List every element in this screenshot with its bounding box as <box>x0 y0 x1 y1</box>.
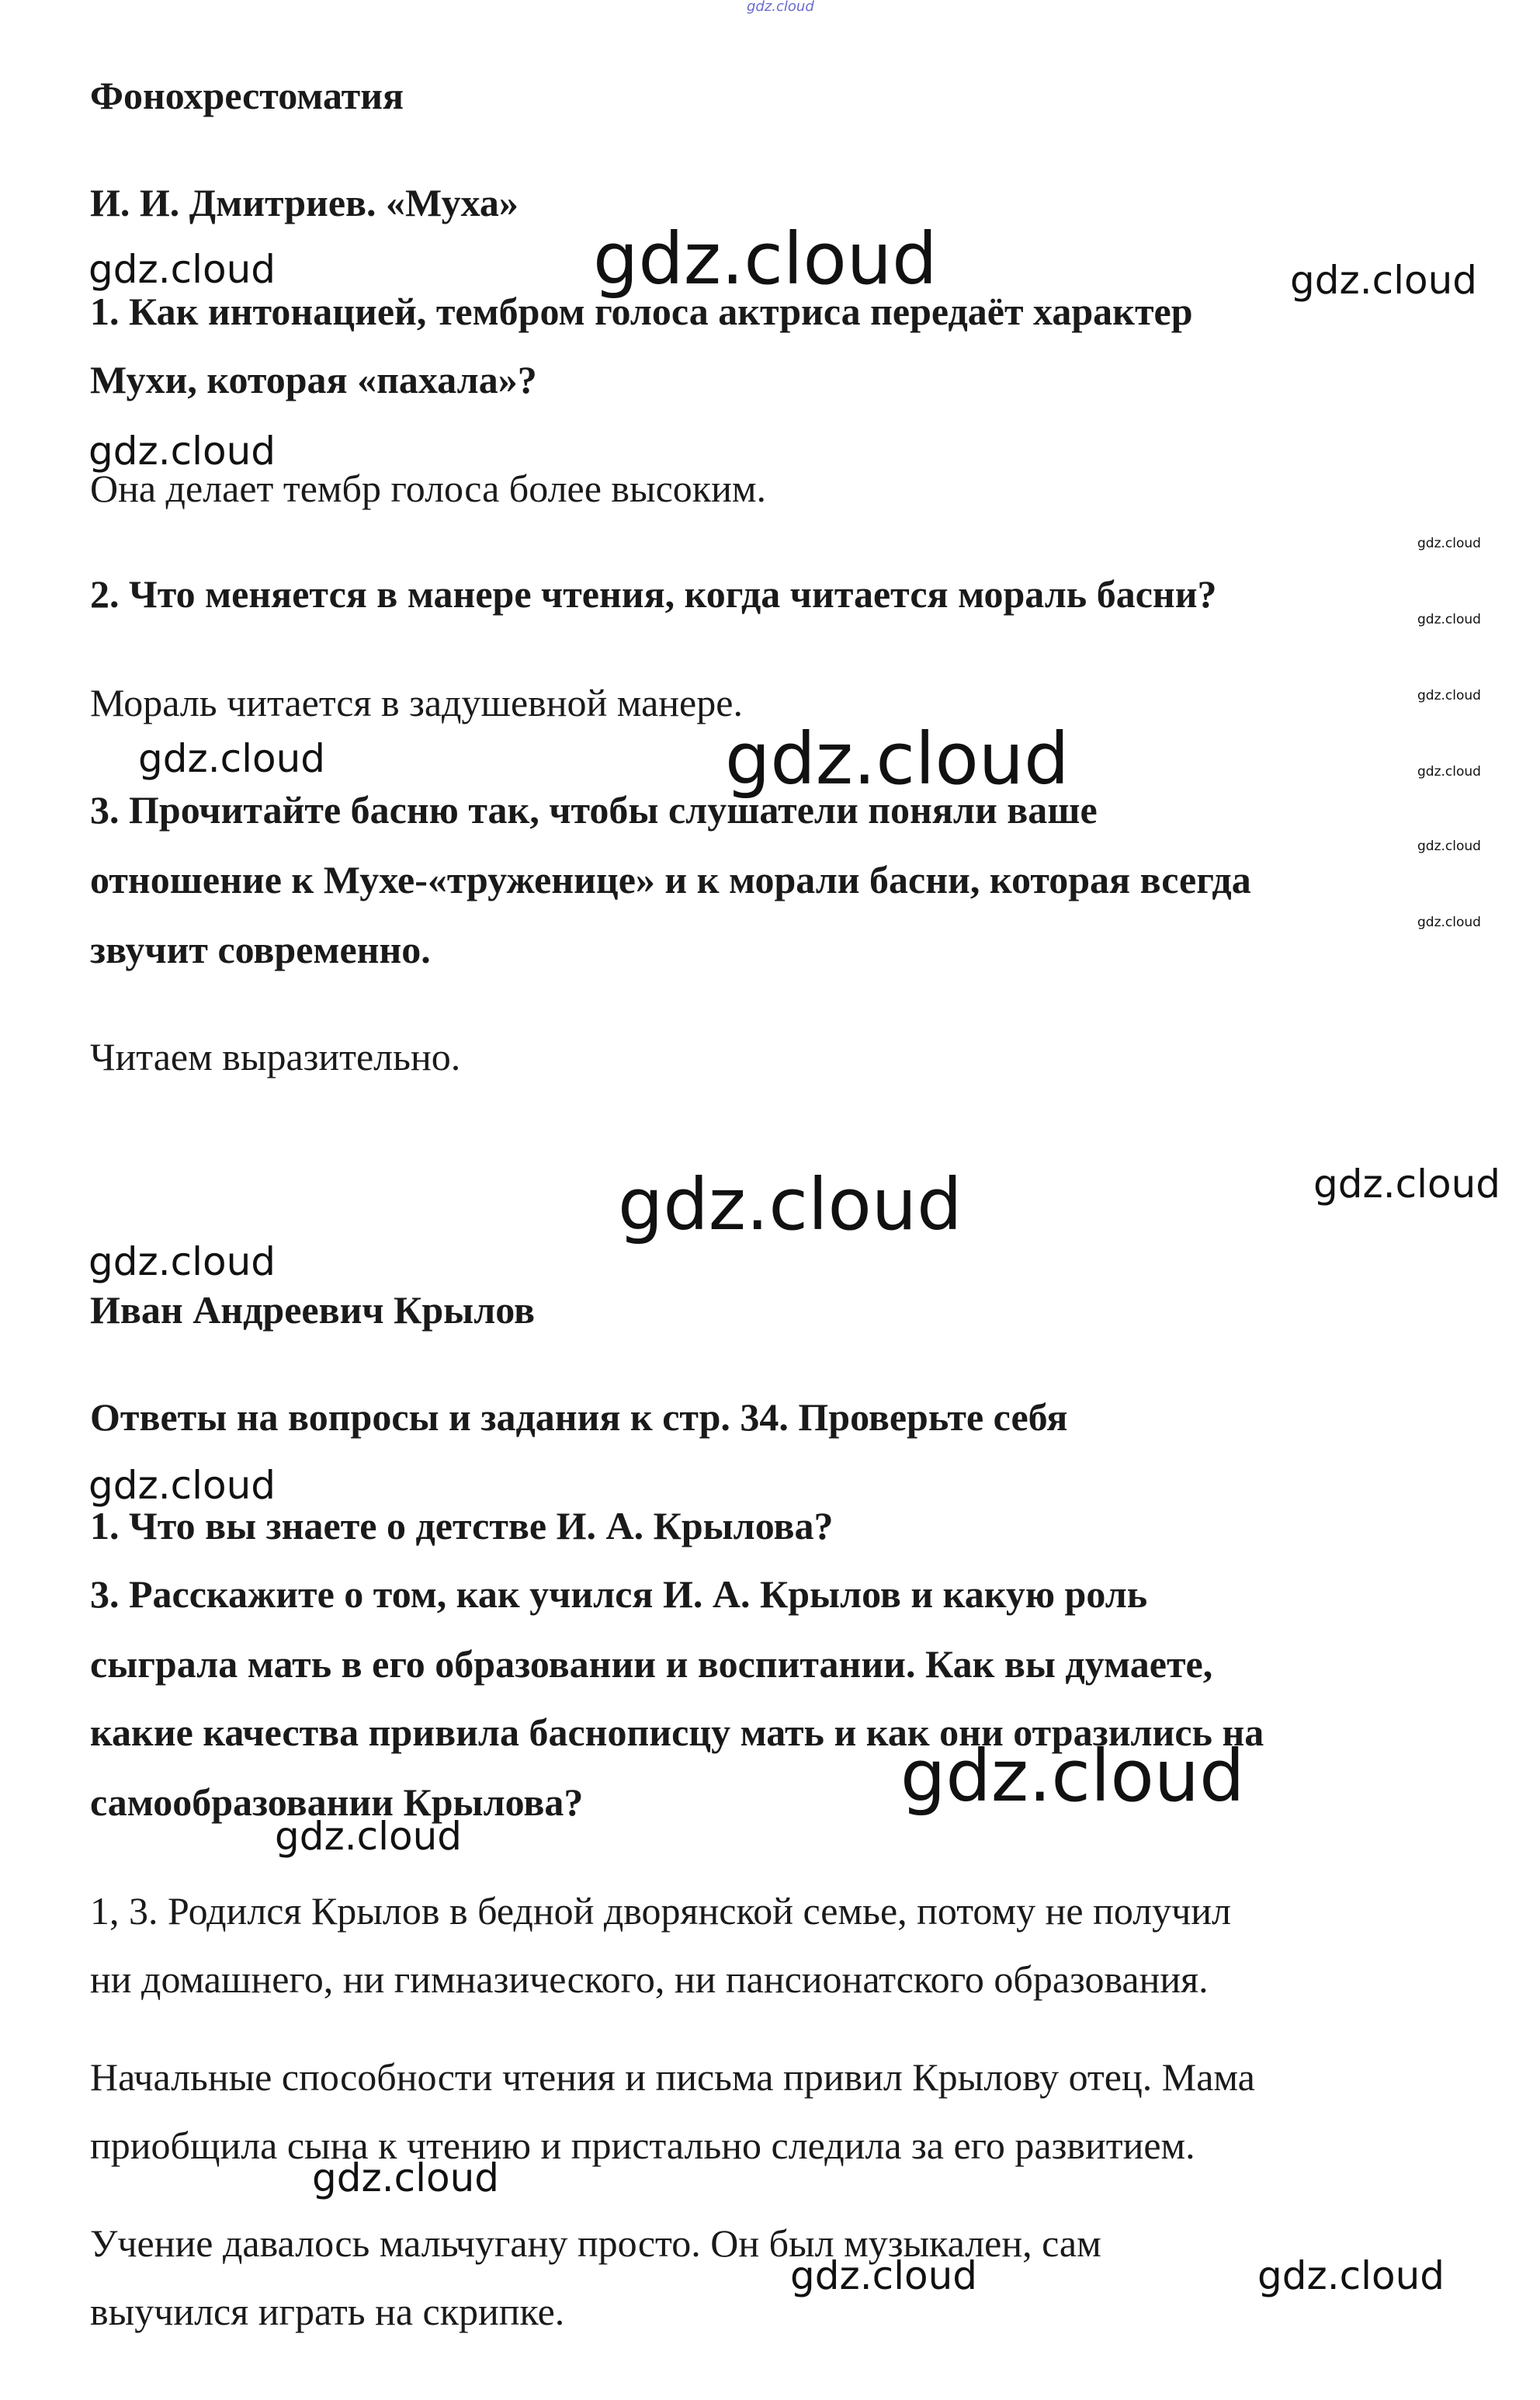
krylov-answer-p1-line-2: ни домашнего, ни гимназического, ни пансионатского образования. <box>90 1957 1209 2001</box>
watermark: gdz.cloud <box>1313 1162 1501 1207</box>
watermark: gdz.cloud <box>1290 258 1478 303</box>
watermark: gdz.cloud <box>1417 688 1481 703</box>
krylov-answer-p1-line-1: 1, 3. Родился Крылов в бедной дворянской семье, потому не получил <box>90 1889 1231 1933</box>
answer-3: Читаем выразительно. <box>90 1035 461 1078</box>
krylov-answer-p3-line-2: выучился играть на скрипке. <box>90 2290 565 2333</box>
watermark: gdz.cloud <box>900 1735 1245 1818</box>
watermark: gdz.cloud <box>1417 839 1481 854</box>
question-3-line-1: 3. Прочитайте басню так, чтобы слушатели поняли ваше <box>90 788 1098 832</box>
krylov-question-3-line-2: сыграла мать в его образовании и воспитании. Как вы думаете, <box>90 1642 1213 1686</box>
answer-1: Она делает тембр голоса более высоким. <box>90 467 766 510</box>
question-2: 2. Что меняется в манере чтения, когда читается мораль басни? <box>90 572 1217 616</box>
krylov-question-3-line-1: 3. Расскажите о том, как учился И. А. Крылов и какую роль <box>90 1572 1148 1616</box>
question-1-line-2: Мухи, которая «пахала»? <box>90 358 537 401</box>
watermark: gdz.cloud <box>747 0 814 15</box>
watermark: gdz.cloud <box>1417 915 1481 930</box>
work-heading: И. И. Дмитриев. «Муха» <box>90 181 519 224</box>
watermark: gdz.cloud <box>138 736 326 781</box>
page-title: Фонохрестоматия <box>90 74 404 117</box>
watermark: gdz.cloud <box>88 1239 276 1284</box>
answer-2: Мораль читается в задушевной манере. <box>90 681 743 724</box>
watermark: gdz.cloud <box>275 1814 463 1859</box>
krylov-question-3-line-3: какие качества привила баснописцу мать и как они отразились на <box>90 1711 1264 1754</box>
watermark: gdz.cloud <box>88 429 276 474</box>
krylov-question-3-line-4: самообразовании Крылова? <box>90 1780 584 1824</box>
question-3-line-2: отношение к Мухе-«труженице» и к морали басни, которая всегда <box>90 858 1251 901</box>
watermark: gdz.cloud <box>1417 764 1481 780</box>
krylov-question-1: 1. Что вы знаете о детстве И. А. Крылова? <box>90 1504 834 1547</box>
watermark: gdz.cloud <box>618 1163 962 1246</box>
watermark: gdz.cloud <box>593 217 938 300</box>
watermark: gdz.cloud <box>1257 2253 1445 2298</box>
krylov-answer-p2-line-1: Начальные способности чтения и письма привил Крылову отец. Мама <box>90 2055 1255 2099</box>
tasks-heading: Ответы на вопросы и задания к стр. 34. Проверьте себя <box>90 1395 1068 1439</box>
author-heading: Иван Андреевич Крылов <box>90 1288 536 1332</box>
krylov-answer-p3-line-1: Учение давалось мальчугану просто. Он был музыкален, сам <box>90 2221 1101 2265</box>
krylov-answer-p2-line-2: приобщила сына к чтению и пристально следила за его развитием. <box>90 2124 1195 2167</box>
watermark: gdz.cloud <box>1417 612 1481 627</box>
watermark: gdz.cloud <box>725 717 1070 801</box>
watermark: gdz.cloud <box>312 2155 500 2200</box>
watermark: gdz.cloud <box>790 2253 978 2298</box>
watermark: gdz.cloud <box>1417 536 1481 551</box>
watermark: gdz.cloud <box>88 247 276 292</box>
question-3-line-3: звучит современно. <box>90 928 431 971</box>
watermark: gdz.cloud <box>88 1463 276 1508</box>
question-1-line-1: 1. Как интонацией, тембром голоса актриса передаёт характер <box>90 290 1193 333</box>
